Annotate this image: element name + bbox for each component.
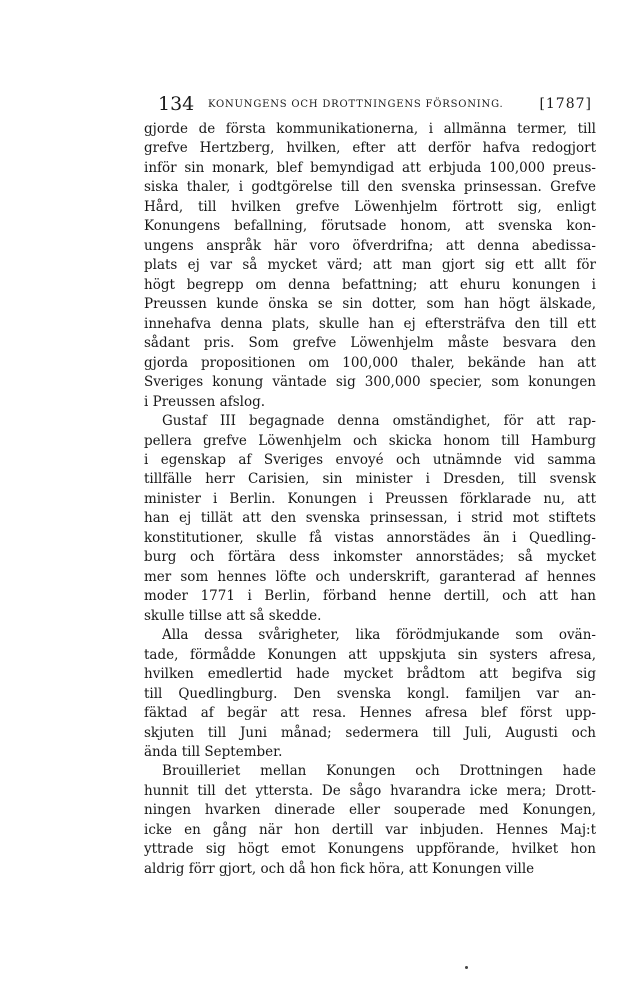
paragraph: [144, 120, 596, 412]
text-line: moder 1771 i Berlin, förband henne dertill, och att han: [144, 588, 596, 605]
text-line: sådant pris. Som grefve Löwenhjelm måste besvara den: [144, 335, 596, 352]
text-line: Sveriges konung väntade sig 300,000 specier, som konungen: [144, 374, 596, 391]
text-line: ningen hvarken dinerade eller souperade med Konungen,: [144, 802, 596, 819]
paragraph: [144, 762, 596, 879]
text-line: Brouilleriet mellan Konungen och Drottningen hade: [162, 763, 596, 780]
running-year: [1787]: [539, 96, 592, 112]
body-text: [144, 120, 596, 879]
running-title: KONUNGENS OCH DROTTNINGENS FÖRSONING.: [208, 99, 504, 110]
text-line: icke en gång när hon dertill var inbjuden. Hennes Maj:t: [144, 821, 596, 838]
text-line: Konungens befallning, förutsade honom, att svenska kon-: [144, 218, 596, 235]
text-line: Gustaf III begagnade denna omständighet, för att rap-: [162, 413, 596, 430]
text-line: konstitutioner, skulle få vistas annorstädes än i Quedling-: [144, 529, 596, 546]
text-line: skjuten till Juni månad; sedermera till Juli, Augusti och: [144, 724, 596, 741]
text-line: Hård, till hvilken grefve Löwenhjelm förtrott sig, enligt: [144, 198, 596, 215]
paragraph: [144, 626, 596, 762]
text-line: ungens anspråk här voro öfverdrifna; att denna abedissa-: [144, 237, 596, 254]
text-line: skulle tillse att så skedde.: [144, 607, 322, 624]
text-line: yttrade sig högt emot Konungens uppförande, hvilket hon: [144, 841, 596, 858]
text-line: pellera grefve Löwenhjelm och skicka honom till Hamburg: [144, 432, 596, 449]
paragraph: [144, 412, 596, 626]
text-line: inför sin monark, blef bemyndigad att erbjuda 100,000 preus-: [144, 159, 596, 176]
text-line: Alla dessa svårigheter, lika förödmjukande som ovän-: [162, 627, 596, 644]
text-line: gjorde de första kommunikationerna, i allmänna termer, till: [144, 121, 596, 137]
text-line: hunnit till det yttersta. De sågo hvarandra icke mera; Drott-: [144, 782, 596, 799]
ink-speck: [465, 966, 468, 969]
text-line: grefve Hertzberg, hvilken, efter att derför hafva redogjort: [144, 140, 596, 157]
text-line: högt begrepp om denna befattning; att ehuru konungen i: [144, 276, 596, 293]
text-line: gjorda propositionen om 100,000 thaler, bekände han att: [144, 354, 596, 371]
text-line: burg och förtära dess inkomster annorstädes; så mycket: [144, 549, 596, 566]
text-line: ända till September.: [144, 744, 283, 760]
text-line: han ej tillät att den svenska prinsessan, i strid mot stiftets: [144, 510, 596, 527]
text-line: siska thaler, i godtgörelse till den svenska prinsessan. Grefve: [144, 179, 596, 196]
page-number: 134: [158, 93, 195, 115]
text-line: aldrig förr gjort, och då hon fick höra, att Konungen ville: [144, 860, 535, 877]
text-line: fäktad af begär att resa. Hennes afresa blef först upp-: [144, 705, 596, 722]
text-line: innehafva denna plats, skulle han ej eftersträfva den till ett: [144, 315, 596, 332]
text-line: hvilken emedlertid hade mycket brådtom att begifva sig: [144, 666, 596, 683]
text-line: i egenskap af Sveriges envoyé och utnämnde vid samma: [144, 451, 596, 468]
text-line: tade, förmådde Konungen att uppskjuta sin systers afresa,: [144, 646, 596, 663]
text-line: tillfälle herr Carisien, sin minister i Dresden, till svensk: [144, 471, 596, 488]
running-head: [158, 92, 592, 116]
text-line: mer som hennes löfte och underskrift, garanterad af hennes: [144, 568, 596, 585]
text-line: i Preussen afslog.: [144, 393, 266, 410]
text-line: plats ej var så mycket värd; att man gjort sig ett allt för: [144, 257, 596, 274]
text-line: till Quedlingburg. Den svenska kongl. familjen var an-: [144, 685, 596, 702]
text-line: Preussen kunde önska se sin dotter, som han högt älskade,: [144, 296, 596, 313]
text-line: minister i Berlin. Konungen i Preussen förklarade nu, att: [144, 490, 596, 507]
